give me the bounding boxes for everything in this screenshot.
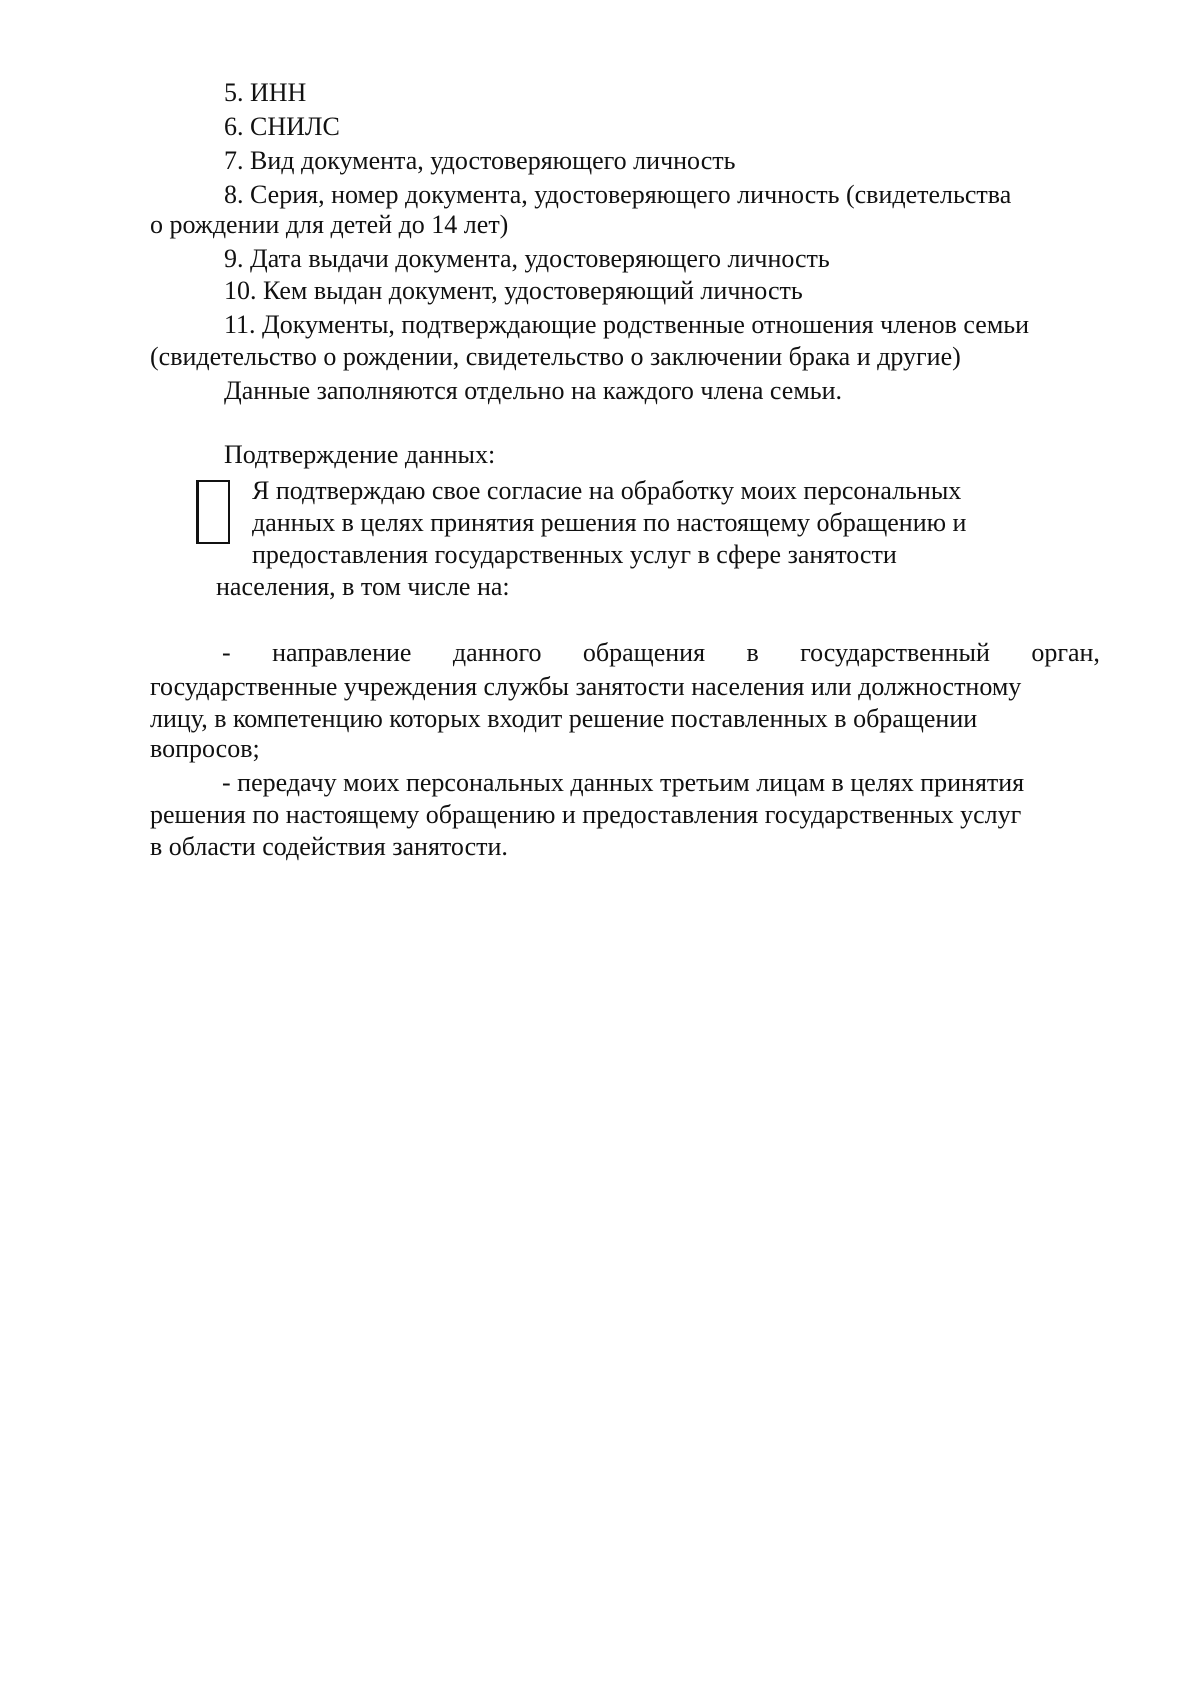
item-7-id-document-type: 7. Вид документа, удостоверяющего личность xyxy=(224,146,736,175)
bullet-2-line-2: решения по настоящему обращению и предоставления государственных услуг xyxy=(150,800,1022,829)
item-11-line-1: 11. Документы, подтверждающие родственные отношения членов семьи xyxy=(224,310,1030,339)
bullet-1-line-2: государственные учреждения службы занятости населения или должностному xyxy=(150,672,1022,701)
confirmation-heading: Подтверждение данных: xyxy=(224,440,496,469)
consent-line-3: предоставления государственных услуг в сфере занятости xyxy=(252,540,897,569)
bullet-2-line-3: в области содействия занятости. xyxy=(150,832,508,861)
bullet-1-line-4: вопросов; xyxy=(150,734,260,763)
consent-checkbox[interactable] xyxy=(196,480,230,544)
consent-line-4: населения, в том числе на: xyxy=(216,572,510,601)
bullet-1-word: орган, xyxy=(1031,638,1100,667)
bullet-1-word: направление xyxy=(272,638,412,667)
item-8-line-2: о рождении для детей до 14 лет) xyxy=(150,210,509,239)
bullet-1-word: в xyxy=(746,638,759,667)
bullet-1-word: государственный xyxy=(800,638,990,667)
item-5-inn: 5. ИНН xyxy=(224,78,307,107)
consent-line-2: данных в целях принятия решения по настоящему обращению и xyxy=(252,508,967,537)
bullet-1-word: данного xyxy=(452,638,542,667)
item-11-line-2: (свидетельство о рождении, свидетельство о заключении брака и другие) xyxy=(150,342,961,371)
family-member-note: Данные заполняются отдельно на каждого члена семьи. xyxy=(224,376,843,405)
consent-line-1: Я подтверждаю свое согласие на обработку моих персональных xyxy=(252,476,962,505)
item-6-snils: 6. СНИЛС xyxy=(224,112,340,141)
bullet-1-word: - xyxy=(222,638,231,667)
bullet-1-line-1 xyxy=(222,638,1100,668)
item-10-issued-by: 10. Кем выдан документ, удостоверяющий личность xyxy=(224,276,803,305)
bullet-2-line-1: - передачу моих персональных данных третьим лицам в целях принятия xyxy=(222,768,1025,797)
item-8-line-1: 8. Серия, номер документа, удостоверяющего личность (свидетельства xyxy=(224,180,1012,209)
item-9-issue-date: 9. Дата выдачи документа, удостоверяющего личность xyxy=(224,244,830,273)
bullet-1-word: обращения xyxy=(582,638,706,667)
bullet-1-line-3: лицу, в компетенцию которых входит решение поставленных в обращении xyxy=(150,704,978,733)
